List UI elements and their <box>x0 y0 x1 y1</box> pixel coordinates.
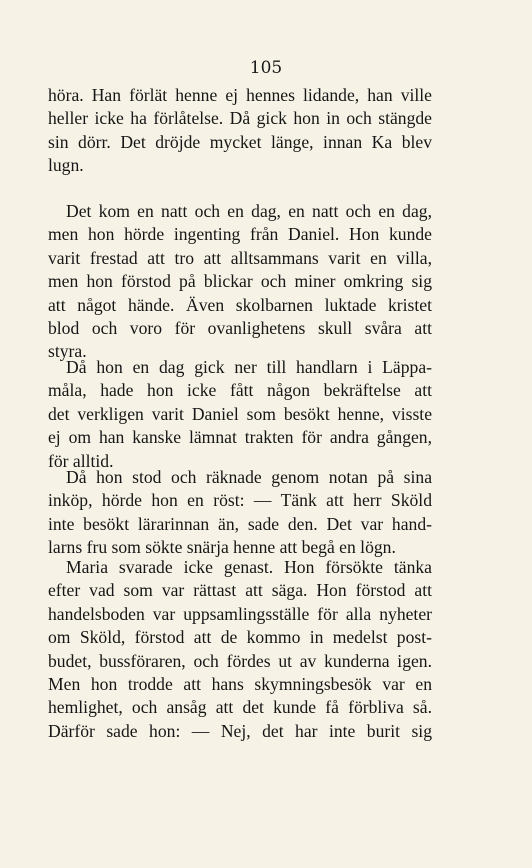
text-line: det verkligen varit Daniel som besökt henne, visste <box>48 403 432 424</box>
text-line: handelsboden var uppsamlingsställe för alla nyheter <box>48 603 432 624</box>
text-line: om Sköld, förstod att de kommo in medelst post- <box>48 627 432 648</box>
paragraph-1 <box>48 84 432 178</box>
text-line: sin dörr. Det dröjde mycket länge, innan Ka blev <box>48 131 432 152</box>
text-line: Då hon en dag gick ner till handlarn i Läppa- <box>66 357 432 377</box>
text-line: inköp, hörde hon en röst: — Tänk att herr Sköld <box>48 490 432 511</box>
text-line: inte besökt lärarinnan än, sade den. Det var hand- <box>48 513 432 534</box>
text-line: heller icke ha förlåtelse. Då gick hon in och stängde <box>48 108 432 129</box>
text-line: budet, bussföraren, och fördes ut av kunderna igen. <box>48 650 432 671</box>
text-line: styra. <box>48 341 87 362</box>
text-line: blod och voro för ovanlighetens skull svåra att <box>48 318 432 339</box>
text-line: måla, hade hon icke fått någon bekräftelse att <box>48 380 432 401</box>
text-line: för alltid. <box>48 450 114 471</box>
text-line: Då hon stod och räknade genom notan på sina <box>66 467 432 487</box>
paragraph-4 <box>48 466 432 560</box>
text-line: Därför sade hon: — Nej, det har inte burit sig <box>48 720 432 741</box>
text-line: lugn. <box>48 155 84 176</box>
text-line: men hon hörde ingenting från Daniel. Hon kunde <box>48 224 432 245</box>
text-line: Det kom en natt och en dag, en natt och en dag, <box>66 201 432 221</box>
text-line: efter vad som var rättast att säga. Hon förstod att <box>48 580 432 601</box>
text-line: larns fru som sökte snärja henne att begå en lögn. <box>48 537 396 558</box>
page-number: 105 <box>249 58 283 78</box>
text-line: att något hände. Även skolbarnen luktade kristet <box>48 294 432 315</box>
text-line: men hon förstod på blickar och miner omkring sig <box>48 271 432 292</box>
text-line: varit frestad att tro att alltsammans varit en villa, <box>48 247 432 268</box>
text-line: höra. Han förlät henne ej hennes lidande, han ville <box>48 85 432 105</box>
paragraph-5 <box>48 556 432 743</box>
text-line: ej om han kanske lämnat trakten för andra gången, <box>48 427 432 448</box>
text-line: hemlighet, och ansåg att det kunde få förbliva så. <box>48 697 432 718</box>
text-line: Maria svarade icke genast. Hon försökte tänka <box>66 557 432 577</box>
paragraph-2 <box>48 200 432 364</box>
paragraph-3 <box>48 356 432 473</box>
text-line: Men hon trodde att hans skymningsbesök var en <box>48 674 432 695</box>
